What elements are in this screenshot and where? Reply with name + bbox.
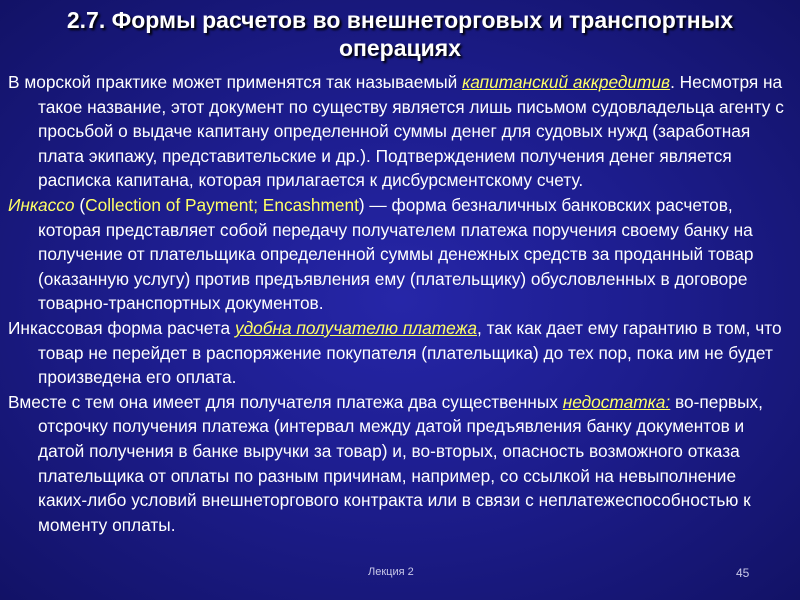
paragraph-captain-letter-of-credit [8,70,786,193]
slide-number: 45 [736,566,750,580]
highlight-convenient: удобна получателю платежа [234,317,478,338]
highlight-captain-letter-of-credit: капитанский аккредитив [462,72,671,92]
text: . Несмотря на такое название, этот документ по существу является лишь письмом судовладельца агенту с просьбой о выдаче капитану определенной суммы денег для судовых нужд (заработная плата экипажу, представительские и др.). Подтверждением получения денег является расписка капитана, которая прилагается к дисбурсментскому счету. [38,72,784,191]
text: во-первых, отсрочку получения платежа (интервал между датой предъявления банку документов и датой получения в банке выручки за товар) и, во-вторых, опасность возможного отказа плательщика от оплаты по разным причинам, например, со ссылкой на невыполнение каких-либо условий внешнеторгового контракта или в связи с неплатежеспособностью к моменту оплаты. [38,391,763,535]
paragraph-encashment-benefit [8,316,786,390]
footer-lecture: Лекция 2 [368,566,414,578]
text: В морской практике может применятся так называемый [8,72,463,92]
text: ) — форма безналичных банковских расчетов, которая представляет собой передачу получателем платежа поручения своему банку на получение от плательщика определенной суммы денежных средств за проданный товар (оказанную услугу) против предъявления ему (плательщику) обусловленных в договоре товарно-транспортных документов. [38,194,754,314]
slide-body [8,70,786,537]
paragraph-encashment-drawbacks [8,390,786,538]
text: ( [74,194,86,215]
text: , так как дает ему гарантию в том, что товар не перейдет в распоряжение покупателя (плательщика) до тех пор, пока им не будет произведена его оплата. [38,317,782,388]
text: Вместе с тем она имеет для получателя платежа два существенных [8,391,563,412]
text: Инкассовая форма расчета [8,317,235,338]
term-encashment: Инкассо [8,194,75,215]
slide-title: 2.7. Формы расчетов во внешнеторговых и транспортных операциях [66,7,734,61]
term-english: Collection of Payment; Encashment [85,194,359,215]
highlight-drawbacks: недостатка: [562,391,671,412]
paragraph-encashment [8,193,786,316]
